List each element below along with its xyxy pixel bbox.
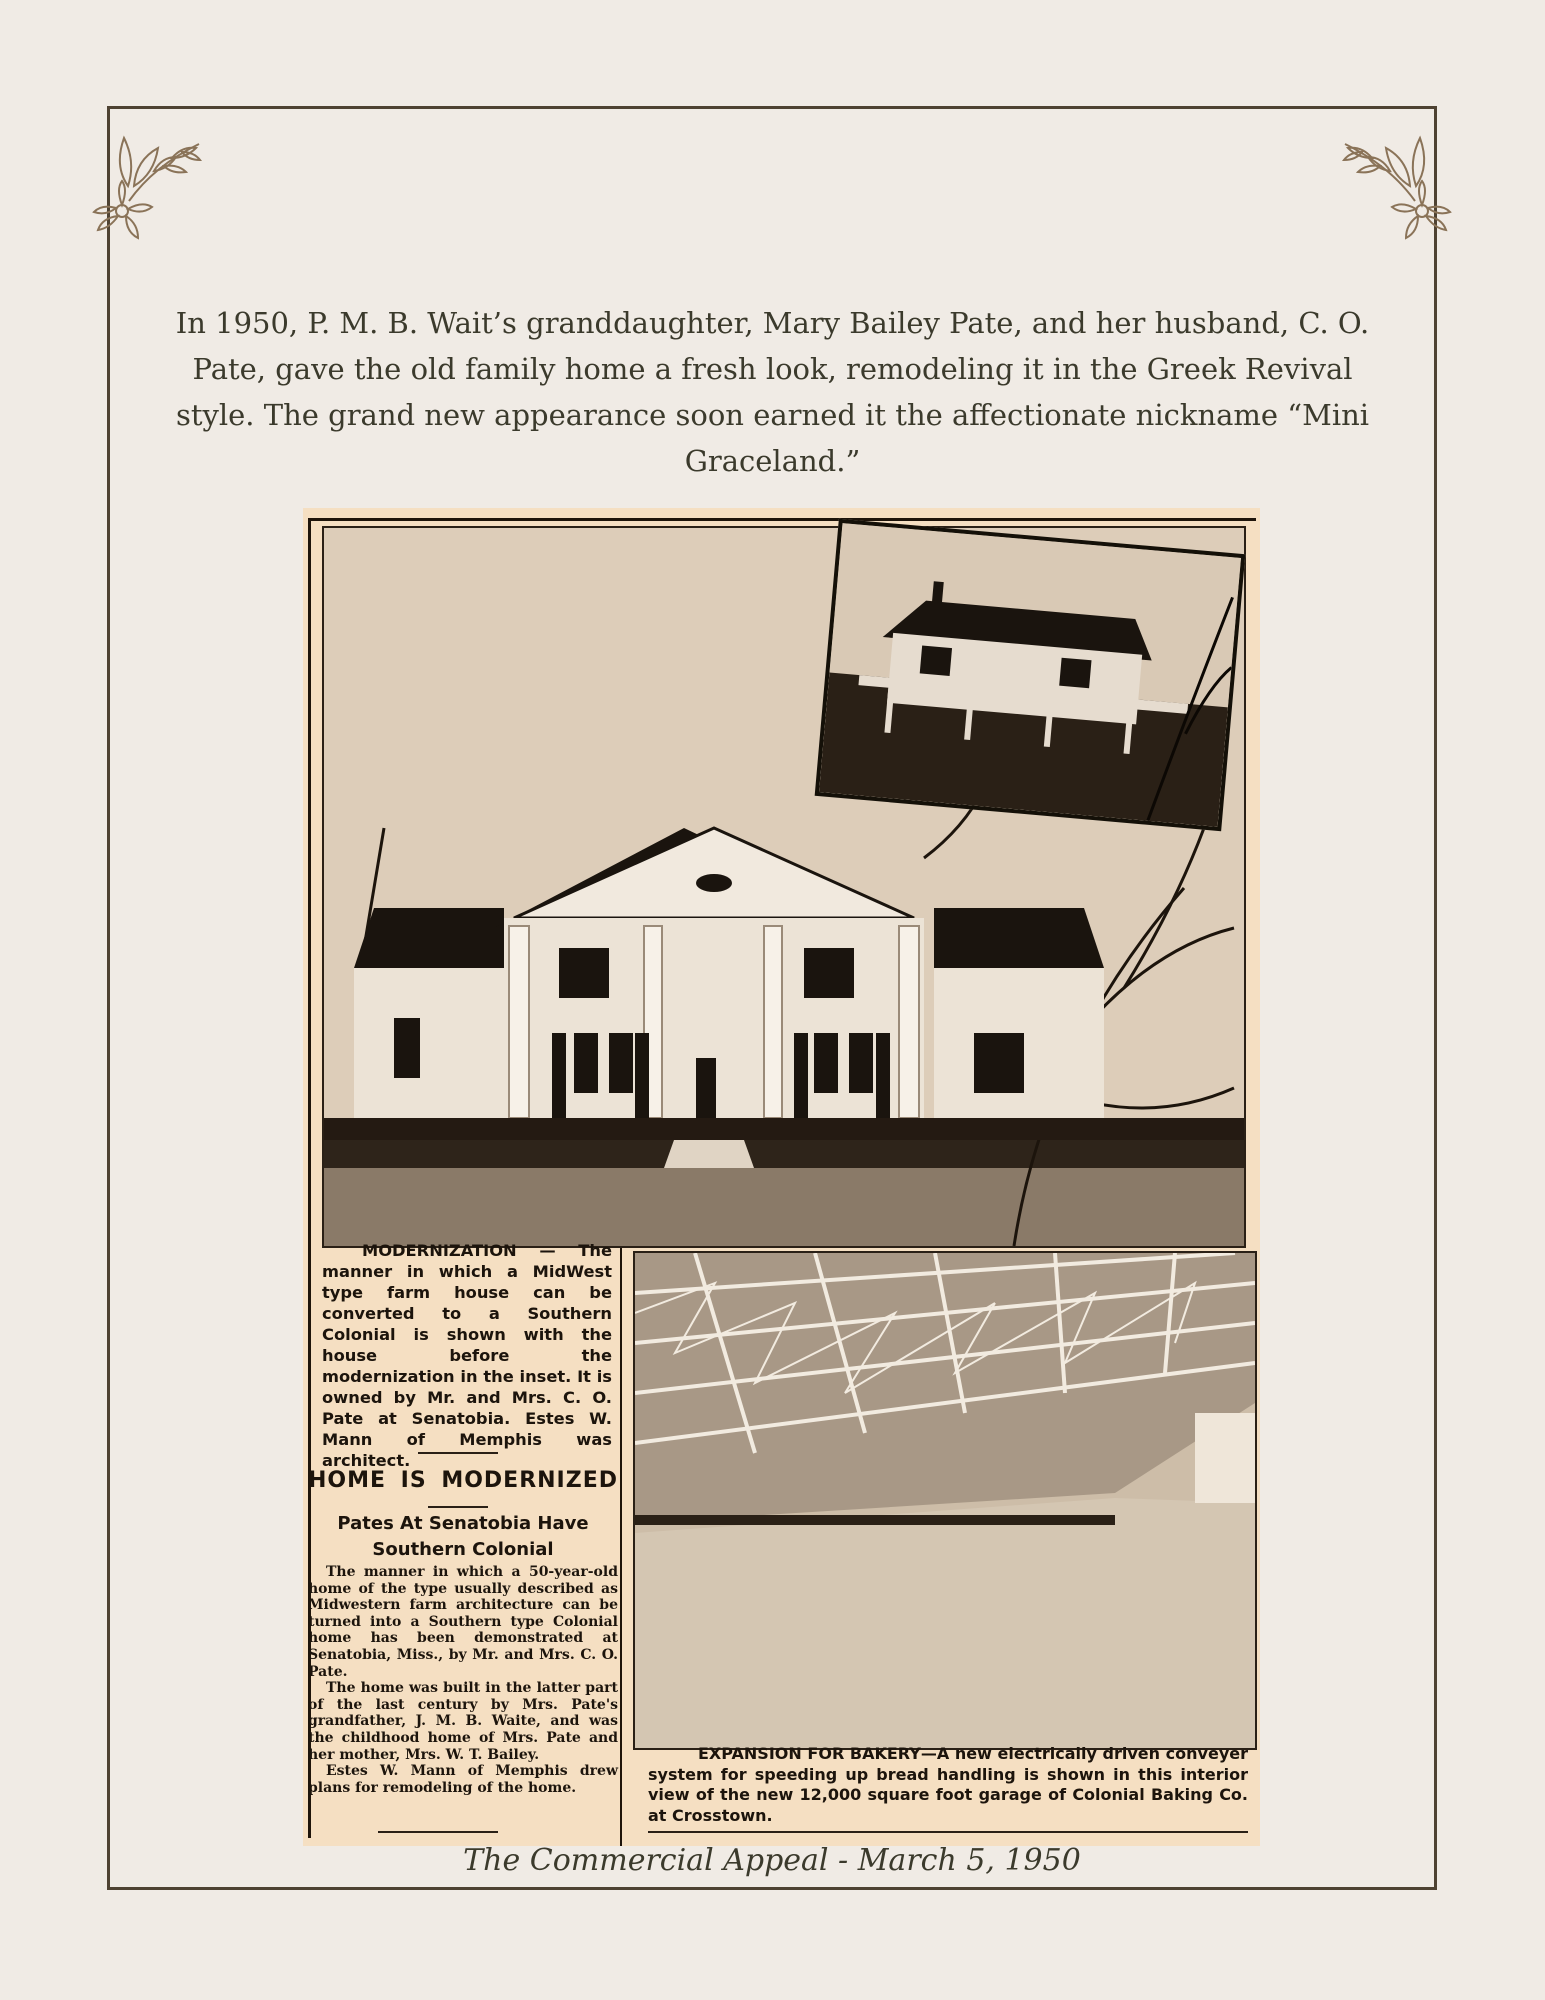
newspaper-clipping (303, 508, 1260, 1846)
article-body (308, 1564, 618, 1796)
floral-corner-left-icon (84, 106, 224, 246)
article-headline: HOME IS MODERNIZED (308, 1468, 618, 1493)
top-rule (311, 518, 1256, 521)
article-paragraph: The manner in which a 50-year-old home of the type usually described as Midwestern farm architecture can be turned into a Southern type Colonial home has been demonstrated at Senatobia, Miss., by Mr. and Mrs. C. O. Pate. (308, 1564, 618, 1680)
floral-corner-right-icon (1320, 106, 1460, 246)
house-before-inset-photo (815, 519, 1246, 832)
short-rule (418, 1452, 498, 1454)
article-paragraph: The home was built in the latter part of the last century by Mrs. Pate's grandfather, J. M. B. Waite, and was the childhood home of Mrs. Pate and her mother, Mrs. W. T. Bailey. (308, 1680, 618, 1763)
short-rule (378, 1831, 498, 1833)
intro-caption: In 1950, P. M. B. Wait’s granddaughter, Mary Bailey Pate, and her husband, C. O. Pate, gave the old family home a fresh look, remodeling it in the Greek Revival style. The grand new appearance soon earned it the affectionate nickname “Mini Graceland.” (175, 306, 1370, 478)
bottom-rule (648, 1831, 1248, 1833)
short-rule (428, 1506, 488, 1508)
source-citation: The Commercial Appeal - March 5, 1950 (463, 1843, 1081, 1878)
column-divider (620, 1246, 622, 1846)
bakery-interior-photo (633, 1251, 1257, 1750)
bakery-caption: EXPANSION FOR BAKERY—A new electrically driven conveyer system for speeding up bread handling is shown in this interior view of the new 12,000 square foot garage of Colonial Baking Co. at Crosstown. (648, 1744, 1248, 1825)
article-paragraph: Estes W. Mann of Memphis drew plans for remodeling of the home. (308, 1763, 618, 1796)
photo-caption: MODERNIZATION — The manner in which a MidWest type farm house can be converted to a Southern Colonial is shown with the house before the modernization in the inset. It is owned by Mr. and Mrs. C. O. Pate at Senatobia. Estes W. Mann of Memphis was architect. (322, 1241, 612, 1470)
article-subhead: Pates At Senatobia Have Southern Colonial (337, 1513, 589, 1560)
